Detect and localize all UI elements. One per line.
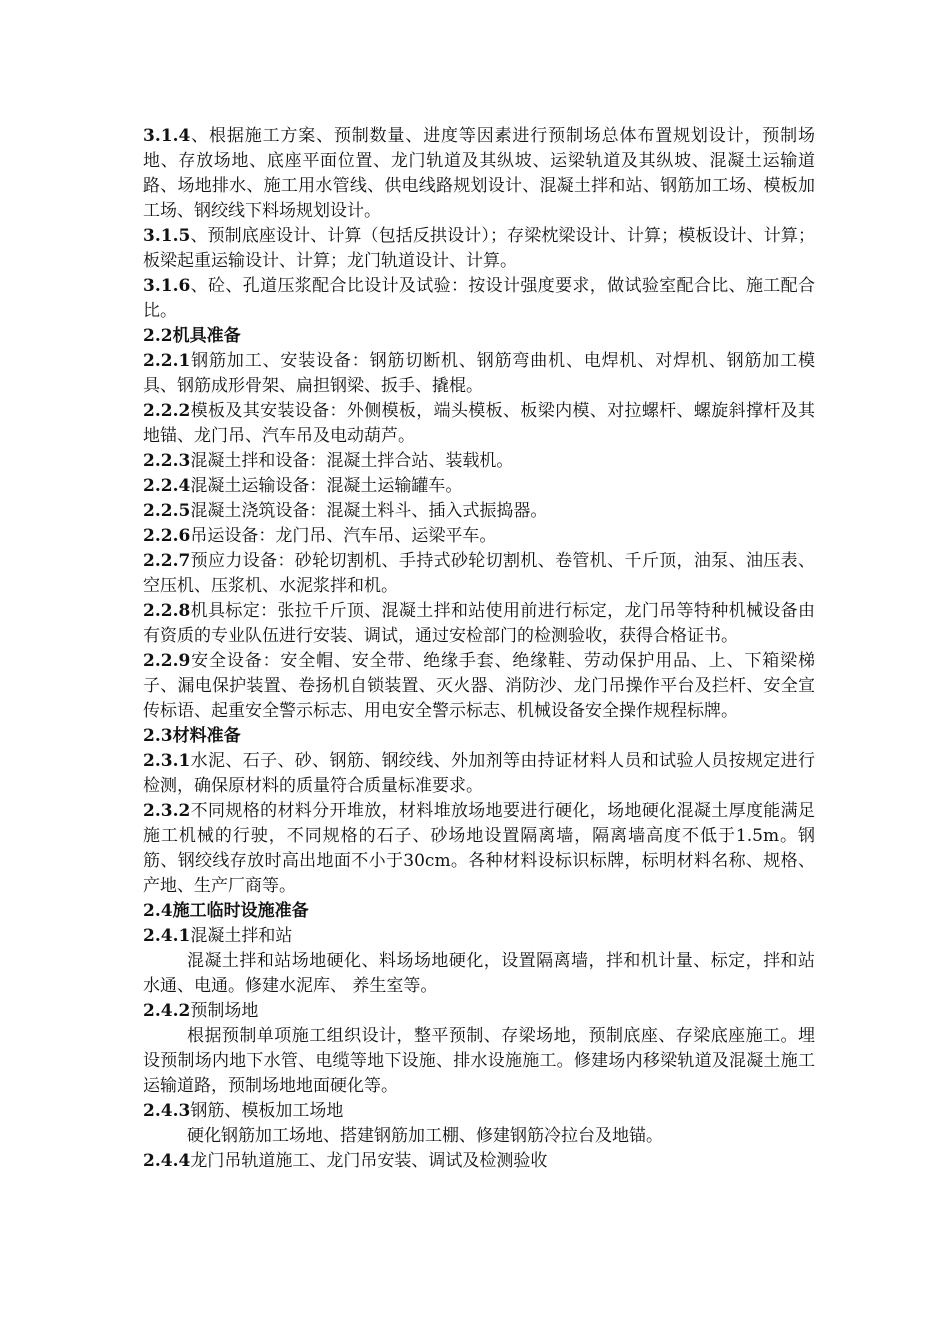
item-text: 、预制底座设计、计算（包括反拱设计）；存梁枕梁设计、计算；模板设计、计算；板梁起重运输设计、计算；龙门轨道设计、计算。 bbox=[143, 226, 815, 271]
item-text: 安全设备：安全帽、安全带、绝缘手套、绝缘鞋、劳动保护用品、上、下箱梁梯子、漏电保护装置、卷扬机自锁装置、灭火器、消防沙、龙门吊操作平台及拦杆、安全宣传标语、起重安全警示标志、用电安全警示标志、机械设备安全操作规程标牌。 bbox=[143, 651, 815, 721]
item-text: 吊运设备：龙门吊、汽车吊、运梁平车。 bbox=[190, 526, 497, 546]
item-number: 2.2.9 bbox=[143, 651, 191, 671]
item-number: 2.3.1 bbox=[143, 751, 191, 771]
item-number: 2.2.8 bbox=[143, 601, 191, 621]
numbered-item bbox=[143, 649, 815, 724]
item-text: 硬化钢筋加工场地、搭建钢筋加工棚、修建钢筋冷拉台及地锚。 bbox=[187, 1126, 663, 1146]
item-number: 3.1.6 bbox=[143, 276, 191, 296]
item-text: 、根据施工方案、预制数量、进度等因素进行预制场总体布置规划设计，预制场地、存放场地、底座平面位置、龙门轨道及其纵坡、运梁轨道及其纵坡、混凝土运输道路、场地排水、施工用水管线、供电线路规划设计、混凝土拌和站、钢筋加工场、模板加工场、钢绞线下料场规划设计。 bbox=[143, 126, 815, 221]
numbered-item bbox=[143, 749, 815, 799]
item-number: 2.2.6 bbox=[143, 526, 191, 546]
document-page bbox=[143, 124, 815, 1174]
item-text: 混凝土拌和站 bbox=[190, 926, 293, 946]
item-number: 3.1.4 bbox=[143, 126, 191, 146]
item-number: 2.3.2 bbox=[143, 801, 191, 821]
item-number: 2.2.2 bbox=[143, 401, 191, 421]
section-heading bbox=[143, 899, 815, 924]
heading-text: 机具准备 bbox=[172, 326, 241, 346]
item-text: 钢筋加工、安装设备：钢筋切断机、钢筋弯曲机、电焊机、对焊机、钢筋加工模具、钢筋成形骨架、扁担钢梁、扳手、撬棍。 bbox=[143, 351, 815, 396]
numbered-item bbox=[143, 524, 815, 549]
item-number: 2.4.4 bbox=[143, 1151, 191, 1171]
item-number: 2.2.4 bbox=[143, 476, 191, 496]
numbered-item bbox=[143, 474, 815, 499]
body-paragraph bbox=[143, 1124, 815, 1149]
numbered-item bbox=[143, 599, 815, 649]
item-text: 水泥、石子、砂、钢筋、钢绞线、外加剂等由持证材料人员和试验人员按规定进行检测，确保原材料的质量符合质量标准要求。 bbox=[143, 751, 815, 796]
numbered-item bbox=[143, 1149, 815, 1174]
section-heading bbox=[143, 324, 815, 349]
item-text: 预应力设备：砂轮切割机、手持式砂轮切割机、卷管机、千斤顶，油泵、油压表、空压机、压浆机、水泥浆拌和机。 bbox=[143, 551, 815, 596]
item-text: 混凝土浇筑设备：混凝土料斗、插入式振捣器。 bbox=[190, 501, 548, 521]
item-text: 不同规格的材料分开堆放，材料堆放场地要进行硬化，场地硬化混凝土厚度能满足施工机械的行驶，不同规格的石子、砂场地设置隔离墙，隔离墙高度不低于1.5m。钢筋、钢绞线存放时高出地面不小于30cm。各种材料设标识标牌，标明材料名称、规格、产地、生产厂商等。 bbox=[143, 801, 815, 896]
body-paragraph bbox=[143, 1024, 815, 1099]
numbered-item bbox=[143, 399, 815, 449]
heading-text: 材料准备 bbox=[172, 726, 241, 746]
item-number: 2.3 bbox=[143, 726, 173, 746]
item-number: 2.4 bbox=[143, 901, 173, 921]
item-text: 根据预制单项施工组织设计，整平预制、存梁场地，预制底座、存梁底座施工。埋设预制场内地下水管、电缆等地下设施、排水设施施工。修建场内移梁轨道及混凝土施工运输道路，预制场地地面硬化等。 bbox=[143, 1026, 815, 1096]
item-number: 2.4.3 bbox=[143, 1101, 191, 1121]
numbered-item bbox=[143, 124, 815, 224]
numbered-item bbox=[143, 799, 815, 899]
item-text: 混凝土拌和站场地硬化、料场场地硬化，设置隔离墙，拌和机计量、标定，拌和站水通、电通。修建水泥库、 养生室等。 bbox=[143, 951, 815, 996]
body-paragraph bbox=[143, 949, 815, 999]
item-text: 混凝土运输设备：混凝土运输罐车。 bbox=[190, 476, 463, 496]
item-text: 龙门吊轨道施工、龙门吊安装、调试及检测验收 bbox=[190, 1151, 548, 1171]
item-number: 2.2.7 bbox=[143, 551, 191, 571]
numbered-item bbox=[143, 349, 815, 399]
item-number: 2.2 bbox=[143, 326, 173, 346]
item-text: 模板及其安装设备：外侧模板，端头模板、板梁内模、对拉螺杆、螺旋斜撑杆及其地锚、龙门吊、汽车吊及电动葫芦。 bbox=[143, 401, 815, 446]
item-text: 、砼、孔道压浆配合比设计及试验：按设计强度要求，做试验室配合比、施工配合比。 bbox=[143, 276, 815, 321]
numbered-item bbox=[143, 1099, 815, 1124]
numbered-item bbox=[143, 224, 815, 274]
section-heading bbox=[143, 724, 815, 749]
item-text: 机具标定：张拉千斤顶、混凝土拌和站使用前进行标定，龙门吊等特种机械设备由有资质的专业队伍进行安装、调试，通过安检部门的检测验收，获得合格证书。 bbox=[143, 601, 815, 646]
item-number: 2.2.1 bbox=[143, 351, 191, 371]
item-number: 2.4.1 bbox=[143, 926, 191, 946]
item-text: 混凝土拌和设备：混凝土拌合站、装载机。 bbox=[190, 451, 514, 471]
item-text: 预制场地 bbox=[190, 1001, 259, 1021]
heading-text: 施工临时设施准备 bbox=[172, 901, 309, 921]
numbered-item bbox=[143, 999, 815, 1024]
item-number: 3.1.5 bbox=[143, 226, 191, 246]
numbered-item bbox=[143, 499, 815, 524]
item-number: 2.4.2 bbox=[143, 1001, 191, 1021]
numbered-item bbox=[143, 924, 815, 949]
item-text: 钢筋、模板加工场地 bbox=[190, 1101, 344, 1121]
item-number: 2.2.3 bbox=[143, 451, 191, 471]
numbered-item bbox=[143, 274, 815, 324]
item-number: 2.2.5 bbox=[143, 501, 191, 521]
numbered-item bbox=[143, 549, 815, 599]
numbered-item bbox=[143, 449, 815, 474]
